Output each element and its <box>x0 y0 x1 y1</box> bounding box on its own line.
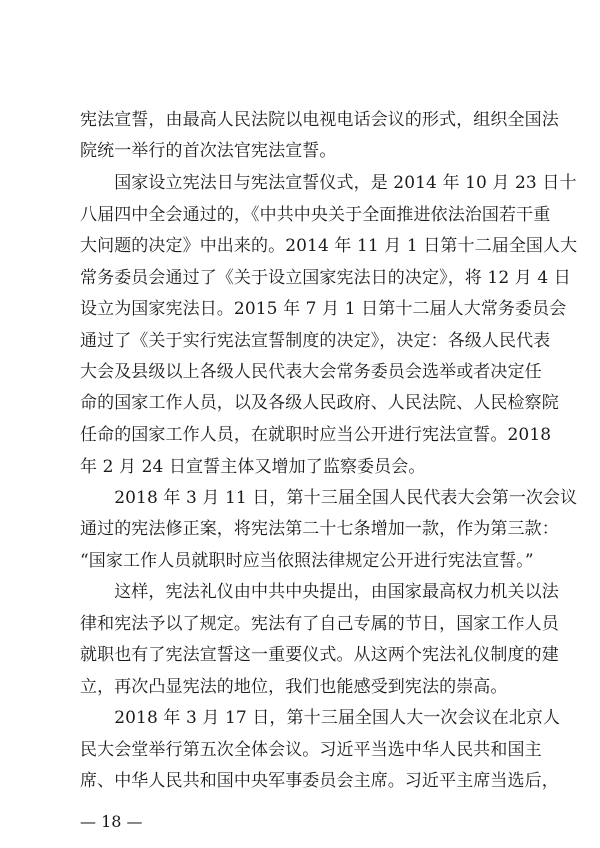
text-line: 律和宪法予以了规定。宪法有了自己专属的节日，国家工作人员 <box>80 614 559 634</box>
text-line: 国家设立宪法日与宪法宣誓仪式，是 2014 年 10 月 23 日十 <box>80 173 577 193</box>
text-line: “国家工作人员就职时应当依照法律规定公开进行宪法宣誓。” <box>80 551 534 571</box>
text-line: 立，再次凸显宪法的地位，我们也能感受到宪法的崇高。 <box>80 677 508 697</box>
text-line: 设立为国家宪法日。2015 年 7 月 1 日第十二届人大常务委员会 <box>80 299 567 319</box>
text-line: 就职也有了宪法宣誓这一重要仪式。从这两个宪法礼仪制度的建 <box>80 645 559 665</box>
text-line: 通过的宪法修正案，将宪法第二十七条增加一款，作为第三款： <box>80 519 559 539</box>
text-line: 通过了《关于实行宪法宣誓制度的决定》，决定：各级人民代表 <box>80 331 551 351</box>
page-number: — 18 — <box>80 812 143 831</box>
text-line: 这样，宪法礼仪由中共中央提出，由国家最高权力机关以法 <box>80 582 559 602</box>
text-line: 宪法宣誓，由最高人民法院以电视电话会议的形式，组织全国法 <box>80 110 559 130</box>
text-line: 常务委员会通过了《关于设立国家宪法日的决定》，将 12 月 4 日 <box>80 268 571 288</box>
text-line: 席、中华人民共和国中央军事委员会主席。习近平主席当选后， <box>80 771 559 791</box>
text-line: 大会及县级以上各级人民代表大会常务委员会选举或者决定任 <box>80 362 542 382</box>
text-line: 任命的国家工作人员，在就职时应当公开进行宪法宣誓。2018 <box>80 425 552 445</box>
text-line: 命的国家工作人员，以及各级人民政府、人民法院、人民检察院 <box>80 393 559 413</box>
text-line: 院统一举行的首次法官宪法宣誓。 <box>80 141 337 161</box>
text-line: 八届四中全会通过的，《中共中央关于全面推进依法治国若干重 <box>80 205 551 225</box>
text-line: 2018 年 3 月 17 日，第十三届全国人大一次会议在北京人 <box>80 708 561 728</box>
text-line: 大问题的决定》中出来的。2014 年 11 月 1 日第十二届全国人大 <box>80 236 578 256</box>
text-line: 2018 年 3 月 11 日，第十三届全国人民代表大会第一次会议 <box>80 488 578 508</box>
text-line: 年 2 月 24 日宣誓主体又增加了监察委员会。 <box>80 457 426 477</box>
text-line: 民大会堂举行第五次全体会议。习近平当选中华人民共和国主 <box>80 740 542 760</box>
